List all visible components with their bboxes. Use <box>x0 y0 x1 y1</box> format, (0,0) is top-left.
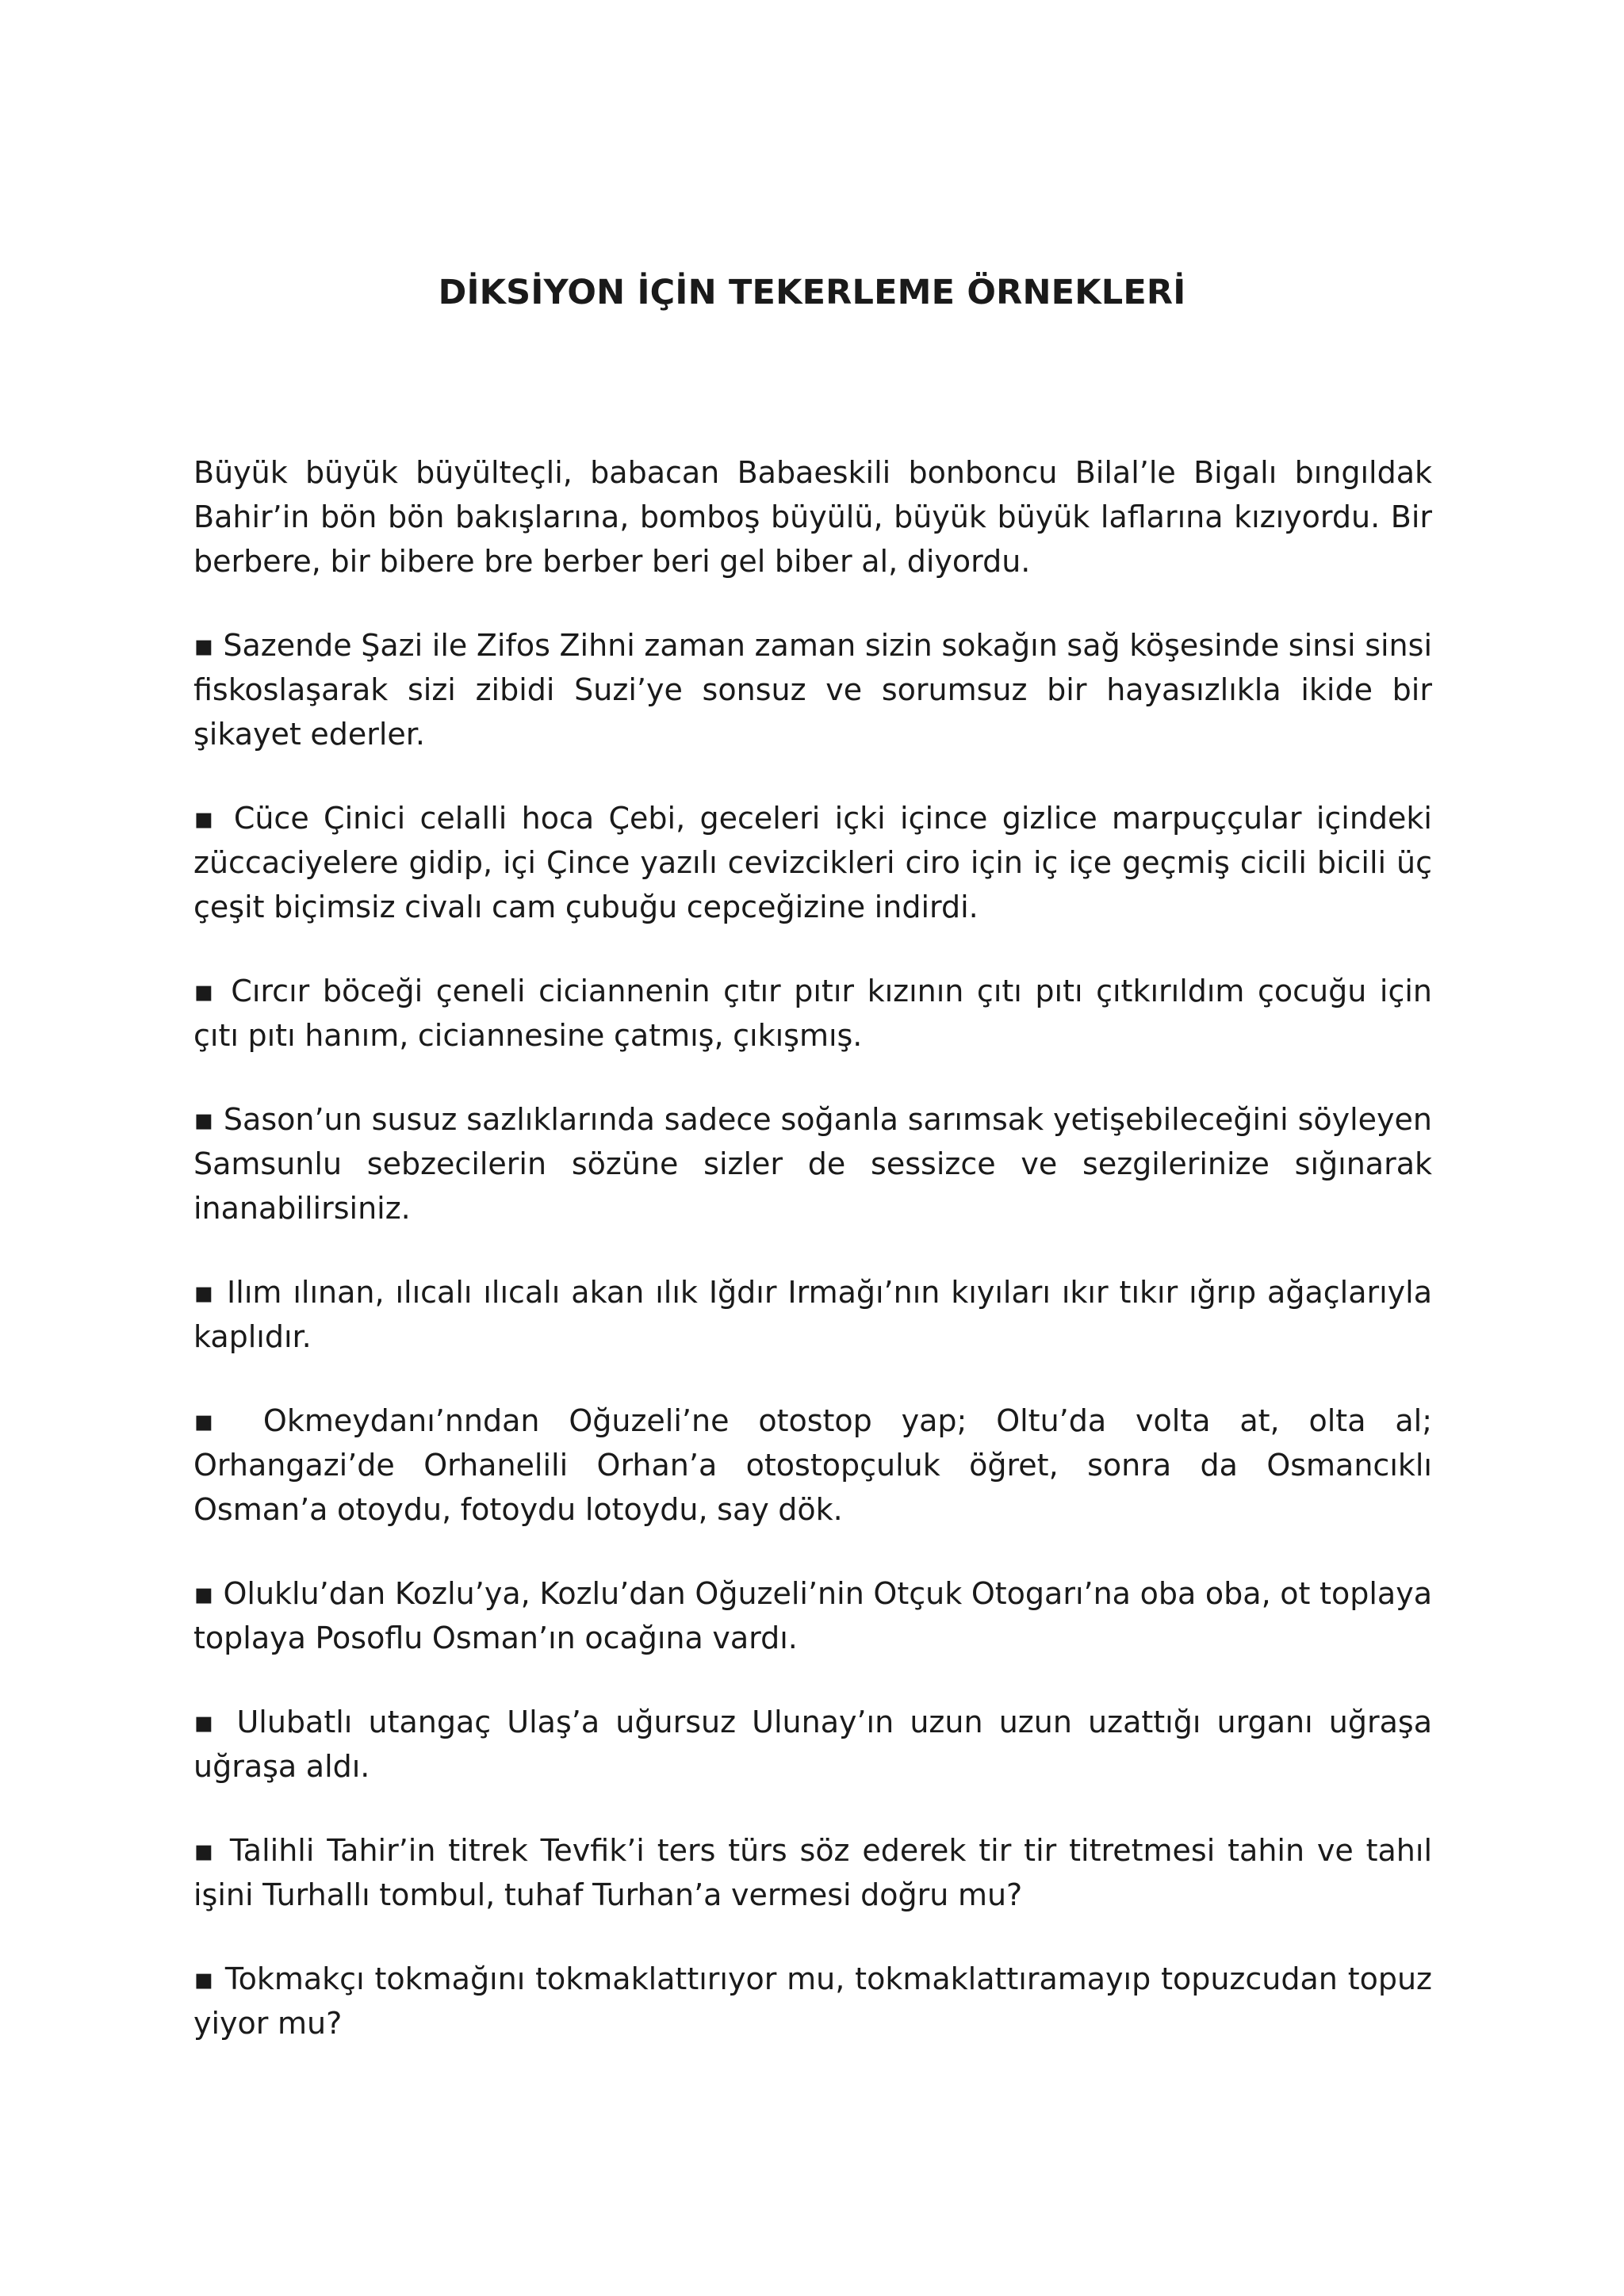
page-title: DİKSİYON İÇİN TEKERLEME ÖRNEKLERİ <box>438 273 1186 312</box>
paragraph-1: Büyük büyük büyülteçli, babacan Babaeskili bonboncu Bilal’le Bigalı bıngıldak Bahir’in bön bön bakışlarına, bomboş büyülü, büyük büyük laflarına kızıyordu. Bir berbere, bir bibere bre berber beri gel biber al, diyordu. <box>193 455 1432 579</box>
paragraph-8: ▪ Oluklu’dan Kozlu’ya, Kozlu’dan Oğuzeli’nin Otçuk Otogarı’na oba oba, ot toplaya toplaya Posoflu Osman’ın ocağına vardı. <box>193 1576 1432 1655</box>
paragraph-5: ▪ Sason’un susuz sazlıklarında sadece soğanla sarımsak yetişebileceğini söyleyen Samsunlu sebzecilerin sözüne sizler de sessizce ve sezgilerinize sığınarak inanabilirsiniz. <box>193 1102 1432 1226</box>
paragraph-2: ▪ Sazende Şazi ile Zifos Zihni zaman zaman sizin sokağın sağ köşesinde sinsi sinsi fiskoslaşarak sizi zibidi Suzi’ye sonsuz ve sorumsuz bir hayasızlıkla ikide bir şikayet ederler. <box>193 628 1432 752</box>
document-body <box>193 450 1432 2045</box>
paragraph-3: ▪ Cüce Çinici celalli hoca Çebi, geceleri içki içince gizlice marpuççular içindeki züccaciyelere gidip, içi Çince yazılı cevizcikleri ciro için iç içe geçmiş cicili bicili üç çeşit biçimsiz civalı cam çubuğu cepceğizine indirdi. <box>193 801 1432 924</box>
paragraph-9: ▪ Ulubatlı utangaç Ulaş’a uğursuz Ulunay’ın uzun uzun uzattığı urganı uğraşa uğraşa aldı. <box>193 1705 1432 1784</box>
paragraph-7: ▪ Okmeydanı’nndan Oğuzeli’ne otostop yap; Oltu’da volta at, olta al; Orhangazi’de Orhanelili Orhan’a otostopçuluk öğret, sonra da Osmancıklı Osman’a otoydu, fotoydu lotoydu, say dök. <box>193 1403 1432 1527</box>
paragraph-11: ▪ Tokmakçı tokmağını tokmaklattırıyor mu, tokmaklattıramayıp topuzcudan topuz yiyor mu? <box>193 1961 1432 2041</box>
paragraph-4: ▪ Cırcır böceği çeneli ciciannenin çıtır pıtır kızının çıtı pıtı çıtkırıldım çocuğu için çıtı pıtı hanım, ciciannesine çatmış, çıkışmış. <box>193 974 1432 1053</box>
paragraph-10: ▪ Talihli Tahir’in titrek Tevfik’i ters türs söz ederek tir tir titretmesi tahin ve tahıl işini Turhallı tombul, tuhaf Turhan’a vermesi doğru mu? <box>193 1833 1432 1912</box>
paragraph-6: ▪ Ilım ılınan, ılıcalı ılıcalı akan ılık Iğdır Irmağı’nın kıyıları ıkır tıkır ığrıp ağaçlarıyla kaplıdır. <box>193 1275 1432 1354</box>
